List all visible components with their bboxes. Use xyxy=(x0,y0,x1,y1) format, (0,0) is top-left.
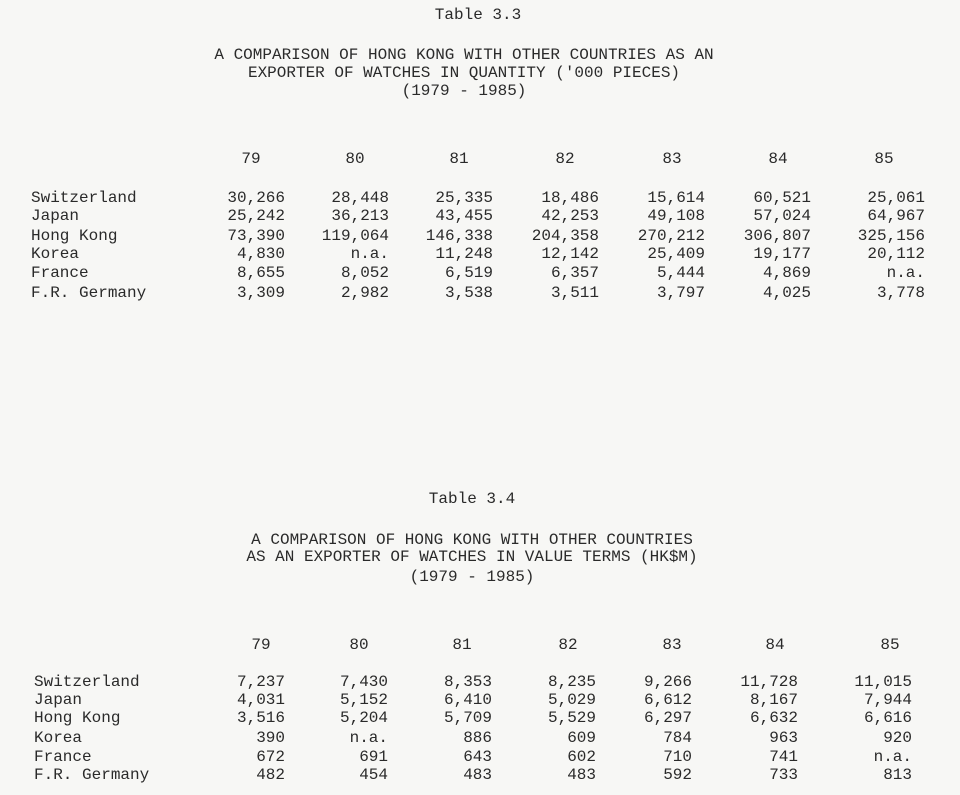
row-label-country: France xyxy=(34,748,92,766)
table-cell: 4,830 xyxy=(236,245,285,263)
table-label: Table 3.3 xyxy=(434,6,522,24)
table-cell: 672 xyxy=(256,748,285,766)
table-cell: 11,015 xyxy=(854,673,912,691)
table-cell: 25,409 xyxy=(647,245,705,263)
table-cell: 886 xyxy=(463,729,492,747)
table-title-line: (1979 - 1985) xyxy=(401,82,527,100)
table-cell: 18,486 xyxy=(541,189,599,207)
table-cell: 4,025 xyxy=(762,284,811,302)
table-cell: 5,152 xyxy=(339,691,388,709)
table-cell: 7,237 xyxy=(236,673,285,691)
table-cell: 3,538 xyxy=(444,284,493,302)
table-cell: n.a. xyxy=(873,748,912,766)
table-cell: 6,616 xyxy=(863,709,912,727)
table-cell: 7,944 xyxy=(863,691,912,709)
table-cell: 3,797 xyxy=(656,284,705,302)
table-title-line: (1979 - 1985) xyxy=(409,568,535,586)
table-cell: 9,266 xyxy=(643,673,692,691)
table-cell: 5,444 xyxy=(656,264,705,282)
table-cell: 19,177 xyxy=(753,245,811,263)
table-cell: 4,869 xyxy=(762,264,811,282)
table-cell: 8,167 xyxy=(749,691,798,709)
table-cell: 64,967 xyxy=(867,207,925,225)
table-title-line: A COMPARISON OF HONG KONG WITH OTHER COUNTRIES xyxy=(251,531,693,549)
table-cell: 643 xyxy=(463,748,492,766)
table-cell: 609 xyxy=(567,729,596,747)
table-cell: n.a. xyxy=(349,729,388,747)
table-cell: 6,297 xyxy=(643,709,692,727)
row-label-country: Hong Kong xyxy=(34,709,121,727)
column-header-year: 82 xyxy=(558,636,578,654)
table-cell: 602 xyxy=(567,748,596,766)
table-cell: 30,266 xyxy=(227,189,285,207)
table-cell: 5,204 xyxy=(339,709,388,727)
column-header-year: 79 xyxy=(251,636,271,654)
table-cell: 325,156 xyxy=(857,227,925,245)
row-label-country: Korea xyxy=(34,729,83,747)
table-cell: 2,982 xyxy=(340,284,389,302)
table-cell: 73,390 xyxy=(227,227,285,245)
table-cell: 3,309 xyxy=(236,284,285,302)
table-cell: n.a. xyxy=(886,264,925,282)
table-cell: 15,614 xyxy=(647,189,705,207)
column-header-year: 81 xyxy=(452,636,472,654)
table-cell: 49,108 xyxy=(647,207,705,225)
column-header-year: 85 xyxy=(874,150,894,168)
table-cell: 146,338 xyxy=(425,227,493,245)
table-cell: 741 xyxy=(769,748,798,766)
table-cell: 8,655 xyxy=(236,264,285,282)
table-cell: 25,335 xyxy=(435,189,493,207)
table-cell: 5,529 xyxy=(547,709,596,727)
table-cell: 11,728 xyxy=(740,673,798,691)
row-label-country: Korea xyxy=(31,245,80,263)
table-cell: 8,353 xyxy=(443,673,492,691)
column-header-year: 80 xyxy=(345,150,365,168)
column-header-year: 84 xyxy=(765,636,785,654)
table-cell: 57,024 xyxy=(753,207,811,225)
table-cell: 5,029 xyxy=(547,691,596,709)
table-label: Table 3.4 xyxy=(428,490,516,508)
table-cell: 8,235 xyxy=(547,673,596,691)
table-cell: 7,430 xyxy=(339,673,388,691)
column-header-year: 83 xyxy=(662,150,682,168)
table-cell: 454 xyxy=(359,766,388,784)
table-cell: 6,519 xyxy=(444,264,493,282)
table-cell: 8,052 xyxy=(340,264,389,282)
row-label-country: F.R. Germany xyxy=(34,766,150,784)
table-cell: 784 xyxy=(663,729,692,747)
table-cell: 483 xyxy=(567,766,596,784)
table-cell: 710 xyxy=(663,748,692,766)
table-cell: 691 xyxy=(359,748,388,766)
table-cell: 390 xyxy=(256,729,285,747)
table-title-line: A COMPARISON OF HONG KONG WITH OTHER COUNTRIES AS AN xyxy=(214,46,714,64)
table-cell: 270,212 xyxy=(637,227,705,245)
table-cell: 28,448 xyxy=(331,189,389,207)
table-cell: 963 xyxy=(769,729,798,747)
row-label-country: Hong Kong xyxy=(31,227,118,245)
table-cell: 25,242 xyxy=(227,207,285,225)
table-cell: 733 xyxy=(769,766,798,784)
column-header-year: 82 xyxy=(555,150,575,168)
row-label-country: Japan xyxy=(34,691,83,709)
table-cell: 306,807 xyxy=(743,227,811,245)
table-cell: 4,031 xyxy=(236,691,285,709)
table-cell: 592 xyxy=(663,766,692,784)
table-cell: 6,632 xyxy=(749,709,798,727)
row-label-country: Switzerland xyxy=(31,189,137,207)
table-cell: 3,516 xyxy=(236,709,285,727)
column-header-year: 85 xyxy=(880,636,900,654)
table-cell: 60,521 xyxy=(753,189,811,207)
table-cell: 483 xyxy=(463,766,492,784)
table-cell: 25,061 xyxy=(867,189,925,207)
row-label-country: Japan xyxy=(31,207,80,225)
column-header-year: 83 xyxy=(662,636,682,654)
column-header-year: 81 xyxy=(449,150,469,168)
table-cell: 3,511 xyxy=(550,284,599,302)
row-label-country: Switzerland xyxy=(34,673,140,691)
table-title-line: EXPORTER OF WATCHES IN QUANTITY ('000 PIECES) xyxy=(247,64,681,82)
table-cell: 204,358 xyxy=(531,227,599,245)
row-label-country: France xyxy=(31,264,89,282)
table-cell: 5,709 xyxy=(443,709,492,727)
column-header-year: 84 xyxy=(768,150,788,168)
table-cell: 6,612 xyxy=(643,691,692,709)
table-cell: 119,064 xyxy=(321,227,389,245)
column-header-year: 80 xyxy=(349,636,369,654)
table-cell: 11,248 xyxy=(435,245,493,263)
table-title-line: AS AN EXPORTER OF WATCHES IN VALUE TERMS (HK$M) xyxy=(246,548,698,566)
row-label-country: F.R. Germany xyxy=(31,284,147,302)
table-cell: n.a. xyxy=(350,245,389,263)
table-cell: 43,455 xyxy=(435,207,493,225)
table-cell: 20,112 xyxy=(867,245,925,263)
table-cell: 920 xyxy=(883,729,912,747)
column-header-year: 79 xyxy=(241,150,261,168)
table-cell: 6,410 xyxy=(443,691,492,709)
table-cell: 12,142 xyxy=(541,245,599,263)
table-cell: 3,778 xyxy=(876,284,925,302)
table-cell: 42,253 xyxy=(541,207,599,225)
table-cell: 482 xyxy=(256,766,285,784)
table-cell: 813 xyxy=(883,766,912,784)
table-cell: 6,357 xyxy=(550,264,599,282)
table-cell: 36,213 xyxy=(331,207,389,225)
